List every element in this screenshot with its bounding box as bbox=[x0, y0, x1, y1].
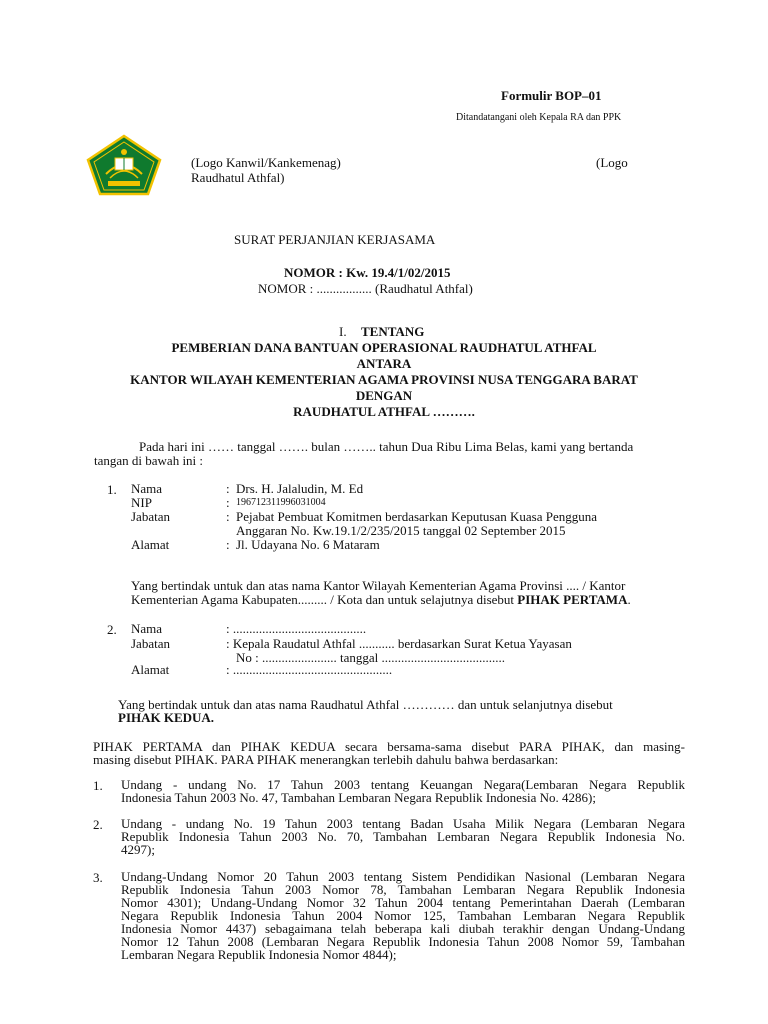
subject-line-4: DENGAN bbox=[355, 388, 413, 403]
legal-item-1-number: 1. bbox=[93, 778, 103, 793]
legal-item-3-line: Republik Indonesia Tahun 2003 Nomor 78, Tambahan Lembaran Negara Republik Indonesia bbox=[121, 882, 685, 897]
subject-line-1: PEMBERIAN DANA BANTUAN OPERASIONAL RAUDHATUL ATHFAL bbox=[171, 340, 597, 355]
legal-item-2-line: Republik Indonesia Tahun 2003 No. 70, Tambahan Lembaran Negara Republik Indonesia No. bbox=[121, 829, 685, 844]
party1-alamat-label: Alamat bbox=[131, 537, 170, 552]
legal-item-3-number: 3. bbox=[93, 870, 103, 885]
party1-jabatan-label: Jabatan bbox=[131, 509, 170, 524]
legal-item-1 bbox=[121, 778, 685, 804]
kemenag-logo bbox=[84, 134, 164, 196]
party1-nama-value: Drs. H. Jalaludin, M. Ed bbox=[236, 481, 364, 496]
legal-item-2-line: 4297); bbox=[121, 842, 155, 857]
legal-item-3-line: Nomor 4301); Undang-Undang Nomor 32 Tahun 2004 tentang Pemerintahan Daerah (Lembaran bbox=[121, 895, 685, 910]
party2-nama-label: Nama bbox=[131, 621, 163, 636]
party1-desc-end: . bbox=[627, 592, 631, 607]
subject-line-2: ANTARA bbox=[356, 356, 412, 371]
pihak-pertama-term: PIHAK PERTAMA bbox=[517, 592, 628, 607]
section-title: TENTANG bbox=[361, 324, 425, 339]
party1-jabatan-colon: : bbox=[226, 509, 230, 524]
party2-jabatan-value-1: : Kepala Raudatul Athfal ........... berdasarkan Surat Ketua Yayasan bbox=[226, 636, 572, 651]
legal-item-3-line: Undang-Undang Nomor 20 Tahun 2003 tentang Sistem Pendidikan Nasional (Lembaran Negara bbox=[121, 869, 685, 884]
signed-note: Ditandatangani oleh Kepala RA dan PPK bbox=[456, 112, 622, 123]
legal-item-3-line: Nomor 12 Tahun 2008 (Lembaran Negara Republik Indonesia Tahun 2008 Nomor 59, Tambahan bbox=[121, 934, 685, 949]
legal-item-3-line: Negara Republik Indonesia Tahun 2004 Nomor 125, Tambahan Lembaran Negara Republik bbox=[121, 908, 685, 923]
pihak-paragraph-line-2: masing disebut PIHAK. PARA PIHAK menerangkan terlebih dahulu bahwa berdasarkan: bbox=[93, 752, 559, 767]
subject-line-5: RAUDHATUL ATHFAL ………. bbox=[293, 404, 475, 419]
party1-number: 1. bbox=[107, 482, 117, 497]
pihak-paragraph bbox=[93, 740, 685, 766]
legal-item-2 bbox=[121, 817, 685, 856]
intro-line-2: tangan di bawah ini : bbox=[94, 453, 204, 468]
party1-desc-2 bbox=[131, 592, 631, 608]
nomor-ra: NOMOR : ................. (Raudhatul Athfal) bbox=[258, 281, 473, 296]
party1-nama-colon: : bbox=[226, 481, 230, 496]
party2-number: 2. bbox=[107, 622, 117, 637]
logo-kanwil-placeholder: (Logo Kanwil/Kankemenag) bbox=[191, 155, 341, 170]
party1-desc-text: Kementerian Agama Kabupaten......... / Kota dan untuk selajutnya disebut bbox=[131, 592, 515, 607]
legal-item-1-line: Undang - undang No. 17 Tahun 2003 tentang Keuangan Negara(Lembaran Negara Republik bbox=[121, 777, 685, 792]
party2-alamat-label: Alamat bbox=[131, 662, 170, 677]
party1-desc-1: Yang bertindak untuk dan atas nama Kantor Wilayah Kementerian Agama Provinsi .... / Kantor bbox=[131, 578, 626, 593]
party2-jabatan-label: Jabatan bbox=[131, 636, 170, 651]
form-code: Formulir BOP–01 bbox=[501, 88, 602, 103]
party2-nama-value: : ......................................... bbox=[226, 621, 367, 636]
party1-nip-value: 196712311996031004 bbox=[236, 497, 326, 508]
pihak-kedua-term: PIHAK KEDUA. bbox=[118, 710, 215, 725]
legal-item-3 bbox=[121, 870, 685, 961]
party2-jabatan-value-2: No : ....................... tanggal ...................................... bbox=[236, 650, 506, 665]
party1-alamat-colon: : bbox=[226, 537, 230, 552]
legal-item-2-line: Undang - undang No. 19 Tahun 2003 tentang Badan Usaha Milik Negara (Lembaran Negara bbox=[121, 816, 685, 831]
logo-ra-placeholder-cont: Raudhatul Athfal) bbox=[191, 170, 285, 185]
intro-line-1: Pada hari ini …… tanggal ……. bulan …….. tahun Dua Ribu Lima Belas, kami yang bertanda bbox=[139, 439, 634, 454]
subject-line-3: KANTOR WILAYAH KEMENTERIAN AGAMA PROVINSI NUSA TENGGARA BARAT bbox=[130, 372, 638, 387]
pihak-paragraph-line-1: PIHAK PERTAMA dan PIHAK KEDUA secara bersama-sama disebut PARA PIHAK, dan masing- bbox=[93, 739, 685, 754]
legal-item-2-number: 2. bbox=[93, 817, 103, 832]
document-title: SURAT PERJANJIAN KERJASAMA bbox=[234, 232, 436, 247]
party1-nip-colon: : bbox=[226, 495, 230, 510]
party1-jabatan-value-2: Anggaran No. Kw.19.1/2/235/2015 tanggal 02 September 2015 bbox=[236, 523, 566, 538]
legal-item-1-line: Indonesia Tahun 2003 No. 47, Tambahan Lembaran Negara Republik Indonesia No. 4286); bbox=[121, 790, 596, 805]
legal-item-3-line: Lembaran Negara Republik Indonesia Nomor 4844); bbox=[121, 947, 397, 962]
logo-ra-placeholder: (Logo bbox=[596, 155, 628, 170]
section-number: I. bbox=[339, 324, 347, 339]
party2-desc-1: Yang bertindak untuk dan atas nama Raudhatul Athfal ………… dan untuk selanjutnya disebut bbox=[118, 697, 613, 712]
party1-nama-label: Nama bbox=[131, 481, 163, 496]
nomor-kanwil: NOMOR : Kw. 19.4/1/02/2015 bbox=[284, 265, 451, 280]
party2-alamat-value: : ................................................. bbox=[226, 662, 393, 677]
legal-item-3-line: Indonesia Nomor 4437) sebagaimana telah beberapa kali diubah terakhir dengan Undang-Undang bbox=[121, 921, 685, 936]
party1-nip-label: NIP bbox=[131, 495, 152, 510]
party1-alamat-value: Jl. Udayana No. 6 Mataram bbox=[236, 537, 380, 552]
party1-jabatan-value-1: Pejabat Pembuat Komitmen berdasarkan Keputusan Kuasa Pengguna bbox=[236, 509, 598, 524]
